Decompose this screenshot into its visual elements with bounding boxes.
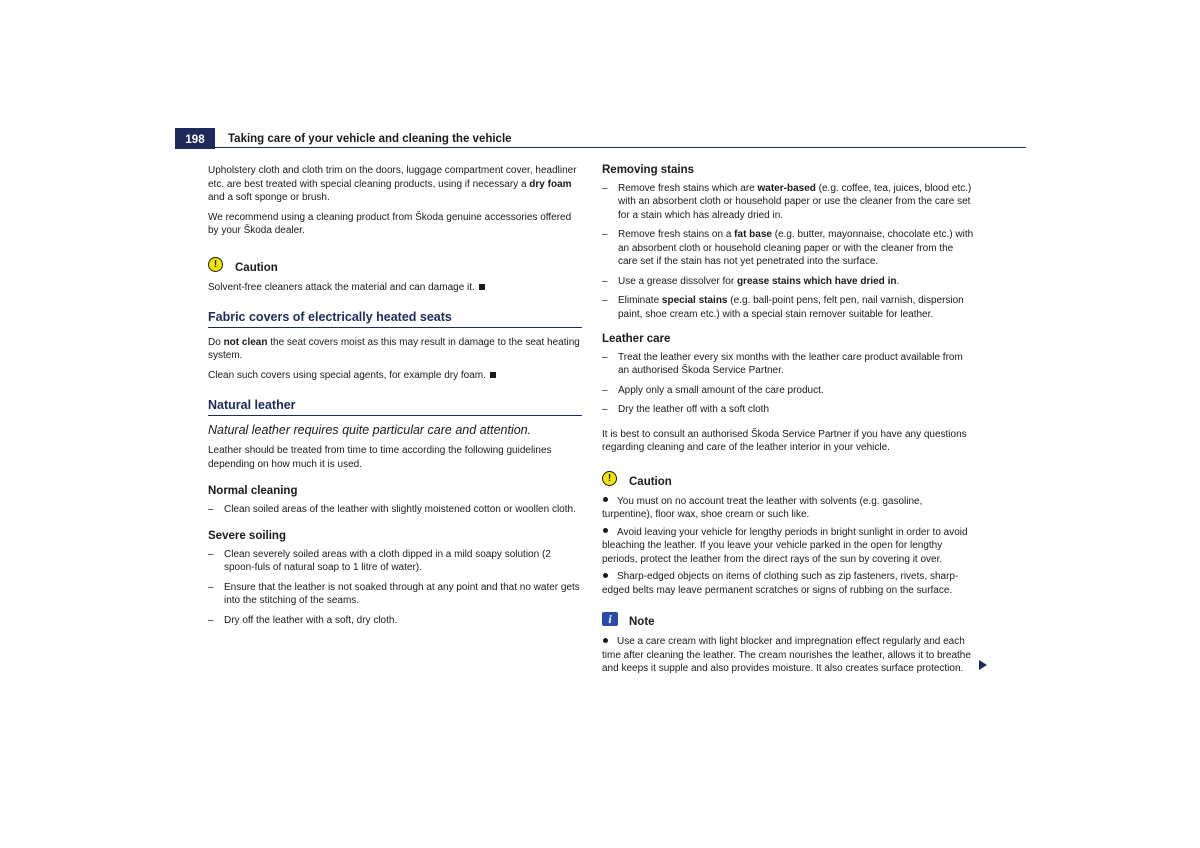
- page-title: Taking care of your vehicle and cleaning the vehicle: [228, 133, 512, 145]
- section-title-fabric-covers: Fabric covers of electrically heated seats: [208, 311, 582, 328]
- list-item: – Dry the leather off with a soft cloth: [602, 404, 770, 415]
- subhead-normal-cleaning: Normal cleaning: [208, 485, 298, 497]
- section-end-square-icon: [479, 284, 485, 290]
- list-item: – Clean severely soiled areas with a cloth dipped in a mild soapy solution (2 spoon-fuls of natural soap to 1 litre of water).: [208, 548, 551, 573]
- care-advice-paragraph: It is best to consult an authorised Škoda Service Partner if you have any questions regarding cleaning and care of the leather interior in your vehicle.: [602, 428, 967, 453]
- next-page-arrow-icon: [979, 660, 987, 670]
- caution-bullet: Avoid leaving your vehicle for lengthy periods in bright sunlight in order to avoid bleaching the leather. If you leave your vehicle parked in the open for lengthy periods, protect the leather from the direct rays of the sun by covering it over.: [602, 526, 968, 565]
- caution-heading: ! Caution: [208, 257, 582, 279]
- fabric-paragraph-1: Do not clean the seat covers moist as this may result in damage to the seat heating system.: [208, 336, 580, 361]
- list-item: – Use a grease dissolver for grease stains which have dried in.: [602, 275, 900, 287]
- list-item: – Remove fresh stains which are water-based (e.g. coffee, tea, juices, blood etc.) with an absorbent cloth or household paper or use the cleaner from the care set for a stain which has already dried in.: [602, 182, 972, 221]
- leather-intro: Leather should be treated from time to time according the following guidelines depending on how much it is used.: [208, 445, 552, 470]
- section-end-square-icon: [490, 372, 496, 378]
- list-item: – Ensure that the leather is not soaked through at any point and that no water gets into the stitching of the seams.: [208, 581, 580, 606]
- list-item: – Apply only a small amount of the care product.: [602, 384, 824, 396]
- bullet-icon: [603, 573, 608, 578]
- left-column: [208, 164, 582, 633]
- leather-lead: Natural leather requires quite particular care and attention.: [208, 422, 532, 437]
- fabric-paragraph-2: Clean such covers using special agents, for example dry foam.: [208, 369, 582, 383]
- subhead-severe-soiling: Severe soiling: [208, 530, 286, 542]
- note-heading: i Note: [602, 611, 974, 633]
- right-column: [602, 164, 974, 680]
- bullet-icon: [603, 528, 608, 533]
- recommendation-paragraph: We recommend using a cleaning product from Škoda genuine accessories offered by your Škoda dealer.: [208, 211, 572, 236]
- list-item: – Eliminate special stains (e.g. ball-point pens, felt pen, nail varnish, dispersion paint, shoe cream etc.) with a special stain remover suitable for leather.: [602, 295, 964, 320]
- upholstery-paragraph: Upholstery cloth and cloth trim on the doors, luggage compartment cover, headliner etc. are best treated with special cleaning products, using if necessary a dry foam and a soft sponge or brush.: [208, 165, 577, 203]
- caution-bullet: You must on no account treat the leather with solvents (e.g. gasoline, turpentine), floor wax, shoe cream or such like.: [602, 495, 923, 520]
- list-item: – Dry off the leather with a soft, dry cloth.: [208, 614, 398, 626]
- warning-circle-icon: !: [602, 471, 617, 486]
- warning-circle-icon: !: [208, 257, 223, 272]
- page-number: 198: [175, 128, 215, 149]
- list-item: – Clean soiled areas of the leather with slightly moistened cotton or woollen cloth.: [208, 503, 576, 515]
- subhead-leather-care: Leather care: [602, 333, 671, 345]
- caution-text: Solvent-free cleaners attack the material and can damage it.: [208, 281, 582, 295]
- caution-bullet: Sharp-edged objects on items of clothing such as zip fasteners, rivets, sharp-edged belts may leave permanent scratches or signs of rubbing on the surface.: [602, 571, 959, 596]
- list-item: – Treat the leather every six months with the leather care product available from an authorised Škoda Service Partner.: [602, 351, 963, 376]
- subhead-removing-stains: Removing stains: [602, 164, 695, 176]
- header-rule: [215, 147, 1026, 148]
- list-item: – Remove fresh stains on a fat base (e.g. butter, mayonnaise, chocolate etc.) with an absorbent cloth or household cleaning paper or with the cleaner from the care set if the stain has not yet penetrated into the surface.: [602, 229, 974, 267]
- info-icon: i: [602, 612, 618, 626]
- section-title-natural-leather: Natural leather: [208, 399, 582, 416]
- page-header: [175, 128, 1026, 149]
- note-bullet: Use a care cream with light blocker and impregnation effect regularly and each time after cleaning the leather. The cream nourishes the leather, allows it to breathe and keeps it supple and also provides moisture. It also creates surface protection.: [602, 636, 971, 674]
- bullet-icon: [603, 638, 608, 643]
- bullet-icon: [603, 497, 608, 502]
- caution-heading: ! Caution: [602, 471, 974, 493]
